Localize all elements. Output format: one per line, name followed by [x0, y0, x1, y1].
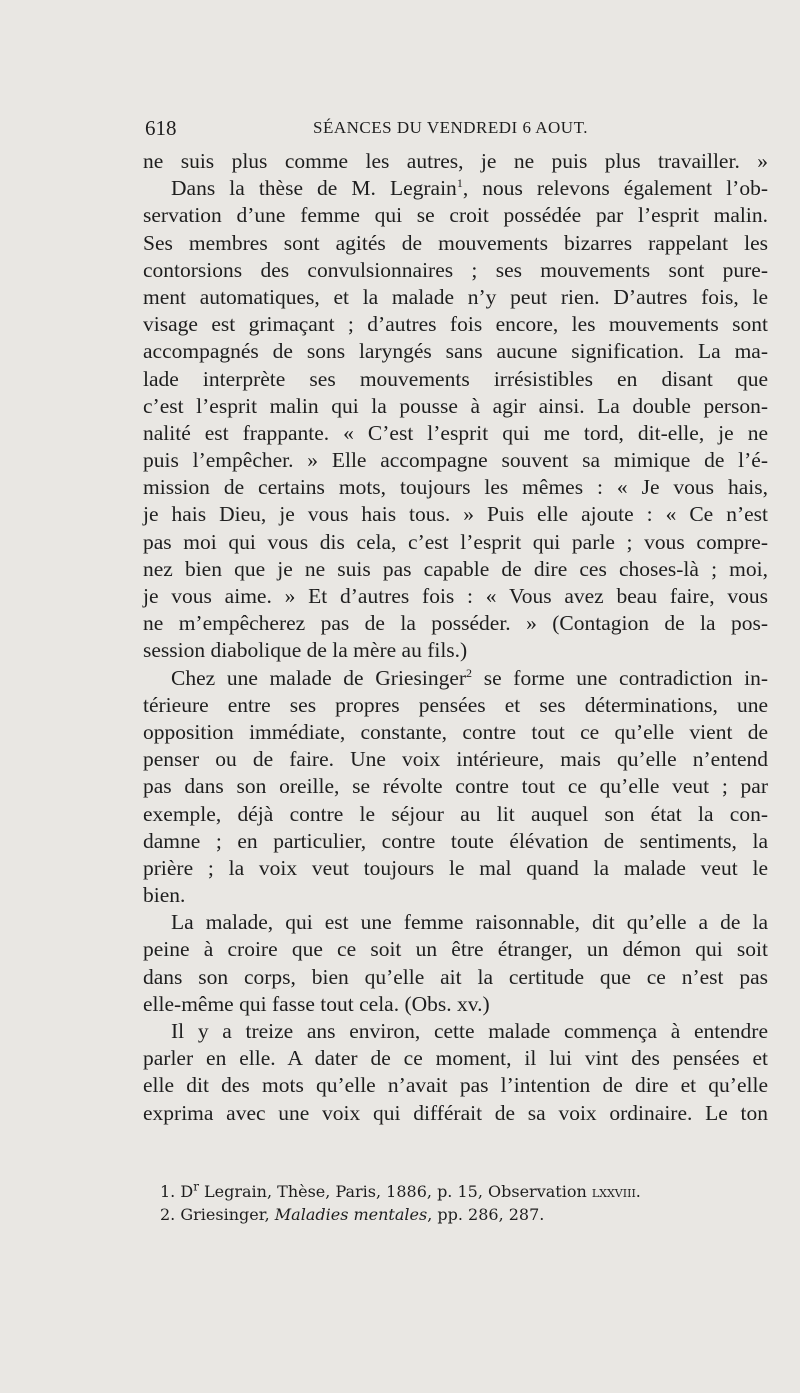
page-number: 618 [145, 116, 177, 140]
text-line: prière ; la voix veut toujours le mal quand la malade veut le [143, 855, 768, 880]
text-line: elle-même qui fasse tout cela. (Obs. xv.) [143, 991, 490, 1016]
text-line: session diabolique de la mère au fils.) [143, 638, 468, 663]
body-text [143, 148, 768, 1127]
footnote-2: 2. Griesinger, Maladies mentales, pp. 286, 287. [160, 1205, 545, 1224]
text-line: je vous aime. » Et d’autres fois : « Vous avez beau faire, vous [143, 584, 768, 608]
text-line: peine à croire que ce soit un être étranger, un démon qui soit [143, 937, 768, 962]
text-line: puis l’empêcher. » Elle accompagne souvent sa mimique de l’é- [143, 448, 768, 473]
running-title: SÉANCES DU VENDREDI 6 AOUT. [313, 118, 588, 137]
text-line: pas dans son oreille, se révolte contre tout ce qu’elle veut ; par [143, 774, 768, 799]
text-line: Ses membres sont agités de mouvements bizarres rappelant les [143, 230, 768, 255]
text-line: Chez une malade de Griesinger$^2$ se forme une contradiction in- [171, 665, 768, 690]
text-line: parler en elle. A dater de ce moment, il lui vint des pensées et [143, 1046, 768, 1071]
text-line: accompagnés de sons laryngés sans aucune signification. La ma- [143, 339, 768, 364]
text-line: nalité est frappante. « C’est l’esprit qui me tord, dit-elle, je ne [143, 420, 768, 445]
text-line: Dans la thèse de M. Legrain$^1$, nous relevons également l’ob- [171, 176, 769, 201]
text-line: exemple, déjà contre le séjour au lit auquel son état la con- [143, 801, 768, 826]
text-line: ne suis plus comme les autres, je ne puis plus travailler. » [143, 149, 768, 173]
footnotes [160, 1180, 760, 1226]
text-line: pas moi qui vous dis cela, c’est l’esprit qui parle ; vous compre- [143, 529, 768, 554]
text-line: lade interprète ses mouvements irrésistibles en disant que [143, 366, 768, 391]
text-line: penser ou de faire. Une voix intérieure, mais qu’elle n’entend [143, 747, 768, 772]
footnote-1: 1. $D^r$ Legrain, Thèse, Paris, 1886, p. 15, Observation lxxviii. [160, 1179, 641, 1201]
text-line: La malade, qui est une femme raisonnable, dit qu’elle a de la [171, 910, 768, 935]
text-line: dans son corps, bien qu’elle ait la certitude que ce n’est pas [143, 964, 768, 989]
text-line: c’est l’esprit malin qui la pousse à agir ainsi. La double person- [143, 393, 768, 418]
page-header [145, 116, 767, 144]
footnote-ref: 2 [466, 665, 473, 680]
text-line: exprima avec une voix qui différait de sa voix ordinaire. Le ton [143, 1100, 768, 1125]
text-line: elle dit des mots qu’elle n’avait pas l’intention de dire et qu’elle [143, 1073, 768, 1098]
footnote-ref: 1 [456, 176, 463, 191]
text-line: ne m’empêcherez pas de la posséder. » (Contagion de la pos- [143, 611, 768, 636]
text-line: je hais Dieu, je vous hais tous. » Puis elle ajoute : « Ce n’est [143, 502, 768, 527]
text-line: contorsions des convulsionnaires ; ses mouvements sont pure- [143, 257, 768, 282]
text-line: damne ; en particulier, contre toute élévation de sentiments, la [143, 828, 768, 853]
text-line: bien. [143, 883, 186, 908]
text-line: Il y a treize ans environ, cette malade commença à entendre [171, 1019, 768, 1043]
text-line: nez bien que je ne suis pas capable de dire ces choses-là ; moi, [143, 556, 768, 581]
text-line: visage est grimaçant ; d’autres fois encore, les mouvements sont [143, 312, 768, 337]
text-line: servation d’une femme qui se croit possédée par l’esprit malin. [143, 203, 768, 228]
text-line: mission de certains mots, toujours les mêmes : « Je vous hais, [143, 475, 768, 500]
text-line: ment automatiques, et la malade n’y peut rien. D’autres fois, le [143, 284, 768, 309]
text-line: térieure entre ses propres pensées et ses déterminations, une [143, 692, 768, 717]
text-line: opposition immédiate, constante, contre tout ce qu’elle vient de [143, 719, 768, 744]
